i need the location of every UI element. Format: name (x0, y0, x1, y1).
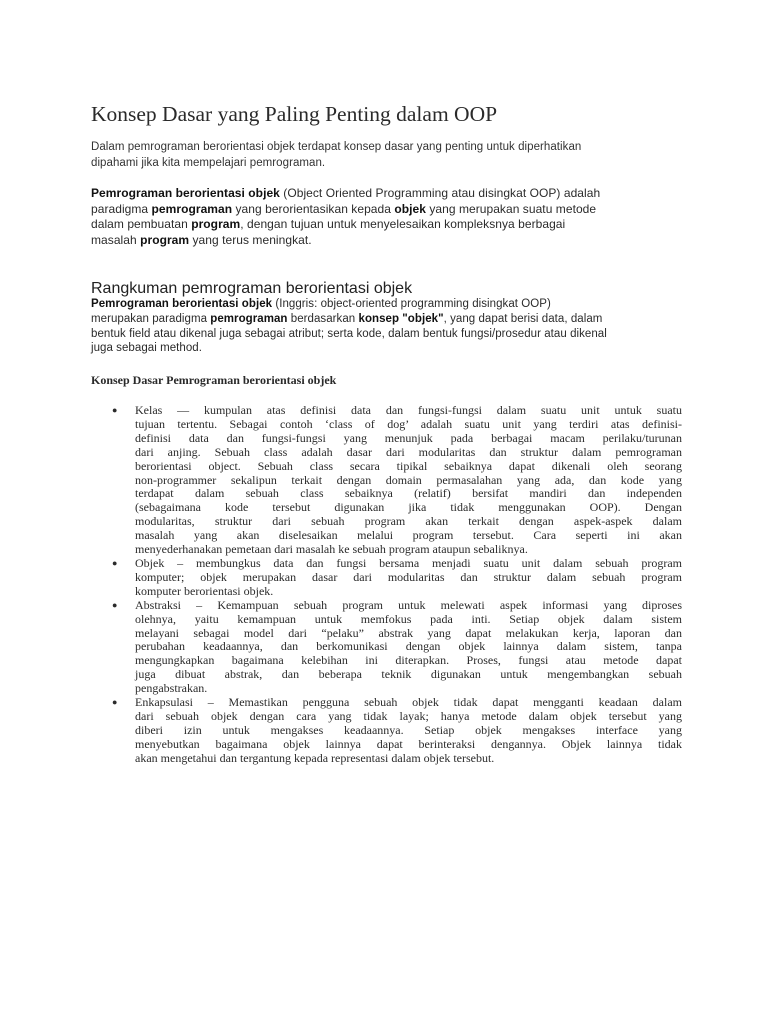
bullet-icon: ● (112, 599, 118, 610)
item-line: (sebagaimana kode tersebut digunakan jika tidak menggunakan OOP). Dengan (135, 500, 682, 515)
item-line: Kelas — kumpulan atas definisi data dan fungsi-fungsi dalam suatu unit untuk suatu (135, 403, 682, 417)
item-line: non-programmer sekalipun terkait dengan domain permasalahan yang ada, dan kode yang (135, 472, 682, 487)
text-run: masalah (91, 232, 141, 247)
section-subtitle: Rangkuman pemrograman berorientasi objek (91, 280, 413, 297)
item-line: menyederhanakan pemetaan dari masalah ke sebuah program ataupun sebaliknya. (135, 542, 528, 557)
item-line: Objek – membungkus data dan fungsi bersama menjadi suatu unit dalam sebuah program (135, 555, 682, 570)
text-run: (Inggris: object-oriented programming disingkat OOP) (272, 298, 551, 310)
bold-term: program (140, 232, 190, 247)
list-item-enkapsulasi (112, 696, 682, 766)
item-line: pengabstrakan. (135, 681, 208, 696)
item-line: komputer; objek merupakan dasar dari modularitas dan struktur dalam sebuah program (135, 569, 682, 584)
item-line: masalah yang akan diselesaikan melalui program tersebut. Cara seperti ini akan (135, 528, 682, 543)
bold-term: pemrograman (210, 312, 288, 325)
paragraph-line (91, 217, 681, 233)
item-line: definisi data dan fungsi-fungsi yang menunjuk pada berbagai macam perilaku/turunan (135, 430, 682, 445)
text-run: yang terus meningkat. (189, 232, 312, 247)
paragraph-line (91, 297, 683, 312)
item-line: dari anjing. Sebuah class adalah dasar dari modularitas dan struktur dalam pemrograman (135, 444, 682, 459)
concept-list (112, 404, 682, 766)
text-run: merupakan paradigma (91, 312, 211, 325)
item-line: akan mengetahui dan tergantung kepada representasi dalam objek tersebut. (135, 750, 495, 765)
item-line: komputer berorientasi objek. (135, 583, 274, 598)
list-item-abstraksi (112, 599, 682, 696)
item-line: modularitas, struktur dari sebuah program akan terkait dengan aspek-aspek dalam (135, 514, 682, 529)
list-item-objek (112, 557, 682, 599)
paragraph-line (91, 202, 681, 218)
text-run: berdasarkan (287, 312, 359, 325)
paragraph-line (91, 233, 681, 249)
item-line: diberi izin untuk mengakses keadaannya. Setiap objek mengakses interface yang (135, 722, 682, 737)
bold-term: objek (394, 201, 426, 216)
bold-term: Pemrograman berorientasi objek (91, 186, 280, 200)
intro-line: Dalam pemrograman berorientasi objek terdapat konsep dasar yang penting untuk diperhatikan (91, 141, 582, 153)
intro-line: dipahami jika kita mempelajari pemrograman. (91, 156, 326, 169)
item-line: berorientasi object. Sebuah class secara tipikal sebaiknya dapat dikenali oleh seorang (135, 458, 682, 473)
item-line: juga dibuat abstrak, dan beberapa teknik digunakan untuk mengembangkan sebuah (135, 667, 682, 682)
item-line: melayani sebagai model dari “pelaku” abstrak yang dapat melakukan kerja, laporan dan (135, 625, 682, 640)
item-line: mengungkapkan bagaimana kelebihan ini diterapkan. Proses, fungsi atau metode dapat (135, 653, 682, 668)
paragraph-line (91, 312, 683, 327)
bullet-icon: ● (112, 557, 118, 568)
text-run: , dengan tujuan untuk menyelesaikan kompleksnya berbagai (240, 217, 566, 231)
item-line: terdapat dalam sebuah class sebaiknya (relatif) bersifat mandiri dan independen (135, 486, 682, 501)
bold-term: Pemrograman berorientasi objek (91, 298, 273, 310)
item-line: perubahan keadaannya, dan berkomunikasi dengan objek lainnya dalam sistem, tanpa (135, 639, 682, 654)
item-line: Enkapsulasi – Memastikan pengguna sebuah objek tidak dapat mengganti keadaan dalam (135, 695, 682, 710)
bold-term: program (191, 217, 241, 231)
intro-paragraph (91, 140, 681, 171)
text-run: , yang dapat berisi data, dalam (443, 312, 603, 325)
text-run: yang berorientasikan kepada (232, 201, 395, 216)
bold-term: pemrograman (151, 201, 233, 216)
item-line: dari sebuah objek dengan cara yang tidak layak; hanya metode dalam objek tersebut yang (135, 708, 682, 723)
text-run: yang merupakan suatu metode (425, 201, 597, 216)
text-run: (Object Oriented Programming atau disingkat OOP) adalah (279, 186, 601, 200)
list-item-kelas (112, 404, 682, 557)
bullet-icon: ● (112, 697, 118, 708)
paragraph-line: juga sebagai method. (91, 342, 202, 355)
list-heading: Konsep Dasar Pemrograman berorientasi objek (91, 373, 337, 387)
paragraph-line (91, 186, 681, 202)
bullet-icon: ● (112, 405, 118, 415)
item-line: Abstraksi – Kemampuan sebuah program untuk melewati aspek informasi yang diproses (135, 597, 682, 612)
text-run: dalam pembuatan (91, 217, 192, 231)
summary-paragraph (91, 297, 683, 356)
item-line: olehnya, yaitu kemampuan untuk memfokus pada inti. Setiap objek dalam sistem (135, 611, 682, 626)
paragraph-line: bentuk field atau dikenal juga sebagai atribut; serta kode, dalam bentuk fungsi/prosedur atau dikenal (91, 327, 607, 340)
page-title: Konsep Dasar yang Paling Penting dalam OOP (91, 102, 498, 126)
oop-definition-paragraph (91, 186, 681, 248)
bold-term: konsep "objek" (358, 312, 444, 325)
text-run: paradigma (91, 201, 152, 216)
item-line: tujuan tertentu. Sebagai contoh ‘class of dog’ adalah suatu unit yang terdiri atas definisi- (135, 416, 682, 431)
item-line: menyebutkan bagaimana objek lainnya dapat berinteraksi dengannya. Objek lainnya tidak (135, 736, 682, 751)
